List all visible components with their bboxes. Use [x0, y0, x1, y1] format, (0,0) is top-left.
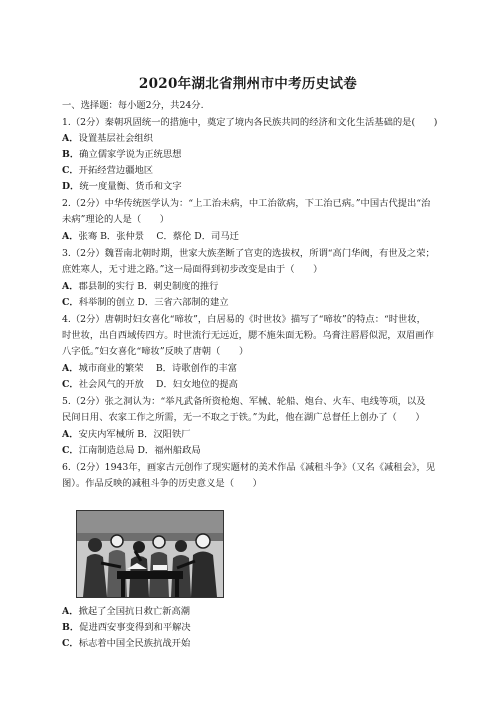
option-letter: A． — [62, 231, 79, 242]
q1-option-b — [62, 149, 442, 161]
q2-stem-line1: 2.（2分）中华传统医学认为：“上工治未病，中工治欲病，下工治已病。”中国古代提出“治 — [62, 198, 431, 209]
option-text: 社会风气的开放 D．妇女地位的提高 — [78, 379, 238, 390]
option-text: 促进西安事变得到和平解决 — [79, 622, 191, 633]
q6-option-c — [62, 638, 442, 650]
option-letter: C． — [62, 445, 79, 456]
option-letter: B． — [62, 622, 80, 633]
q3-stem-line2: 庶姓寒人，无寸进之路。”这一局面得到初步改变是由于（ ） — [62, 264, 323, 275]
q6-option-a — [62, 606, 442, 618]
option-text: 江南制造总局 D．福州船政局 — [78, 445, 201, 456]
option-letter: A． — [62, 281, 79, 292]
option-text: 设置基层社会组织 — [78, 133, 153, 144]
option-text: 城市商业的繁荣 B．诗歌创作的丰富 — [78, 363, 238, 374]
option-letter: C． — [62, 379, 79, 390]
q5-stem-line1: 5.（2分）张之洞认为：“举凡武备所资枪炮、军械、轮船、炮台、火车、电线等项，以及 — [62, 396, 426, 407]
option-letter: C． — [62, 165, 79, 176]
q2-stem-line2: 未病”理论的人是（ ） — [62, 214, 170, 225]
q3-stem-line1: 3.（2分）魏晋南北朝时期，世家大族垄断了官吏的选拔权，所谓“高门华阀，有世及之荣； — [62, 248, 435, 259]
q1-stem: 1.（2分）秦朝巩固统一的措施中，奠定了境内各民族共同的经济和文化生活基础的是( ) — [62, 117, 438, 128]
option-letter: C． — [62, 297, 79, 308]
q5-options-cd — [62, 445, 442, 457]
option-text: 统一度量衡、货币和文字 — [79, 181, 182, 192]
q6-stem-line2: 图）。作品反映的减租斗争的历史意义是（ ） — [62, 478, 262, 489]
q4-options-ab — [62, 363, 442, 375]
q1-option-a — [62, 133, 442, 145]
option-text: 掀起了全国抗日救亡新高潮 — [78, 606, 191, 617]
q4-options-cd — [62, 379, 442, 391]
section-heading: 一、选择题：每小题2分，共24分. — [62, 100, 204, 111]
q5-stem-line2: 民间日用、农家工作之所需，无一不取之于铁。”为此，他在湖广总督任上创办了（ ） — [62, 412, 425, 423]
q4-stem-line1: 4.（2分）唐朝时妇女喜化“啼妆”，白居易的《时世妆》描写了“啼妆”的特点：“时世妆， — [62, 314, 426, 325]
q3-options-ab — [62, 281, 442, 293]
option-text: 科举制的创立 D．三省六部制的建立 — [78, 297, 229, 308]
q6-option-b — [62, 622, 442, 634]
option-letter: D． — [62, 181, 80, 192]
option-letter: B． — [62, 149, 80, 160]
option-text: 安庆内军械所 B．汉阳铁厂 — [78, 429, 191, 440]
q1-option-c — [62, 165, 442, 177]
option-text: 确立儒家学说为正统思想 — [79, 149, 182, 160]
rent-reduction-woodcut — [77, 511, 223, 597]
q2-options — [62, 231, 442, 243]
woodcut-illustration — [76, 510, 224, 598]
option-letter: A． — [62, 429, 79, 440]
q3-options-cd — [62, 297, 442, 309]
option-text: 张骞 B．张仲景 C．蔡伦 D．司马迁 — [78, 231, 239, 242]
q4-stem-line3: 八字低。”妇女喜化“啼妆”反映了唐朝（ ） — [62, 346, 249, 357]
page-title: 2020年湖北省荆州市中考历史试卷 — [138, 76, 358, 92]
q1-option-d — [62, 181, 442, 193]
option-letter: A． — [62, 606, 79, 617]
option-letter: C． — [62, 638, 79, 649]
option-letter: A． — [62, 363, 79, 374]
q5-options-ab — [62, 429, 442, 441]
q6-stem-line1: 6.（2分）1943年，画家古元创作了现实题材的美术作品《减租斗争》（又名《减租会》，见 — [62, 462, 436, 473]
option-letter: A． — [62, 133, 79, 144]
q4-stem-line2: 时世妆，出自西域传四方。时世流行无远近，腮不施朱面无粉。乌膏注唇唇似泥，双眉画作 — [62, 330, 434, 341]
option-text: 郡县制的实行 B．刺史制度的推行 — [78, 281, 219, 292]
option-text: 标志着中国全民族抗战开始 — [78, 638, 191, 649]
option-text: 开拓经营边疆地区 — [78, 165, 154, 176]
